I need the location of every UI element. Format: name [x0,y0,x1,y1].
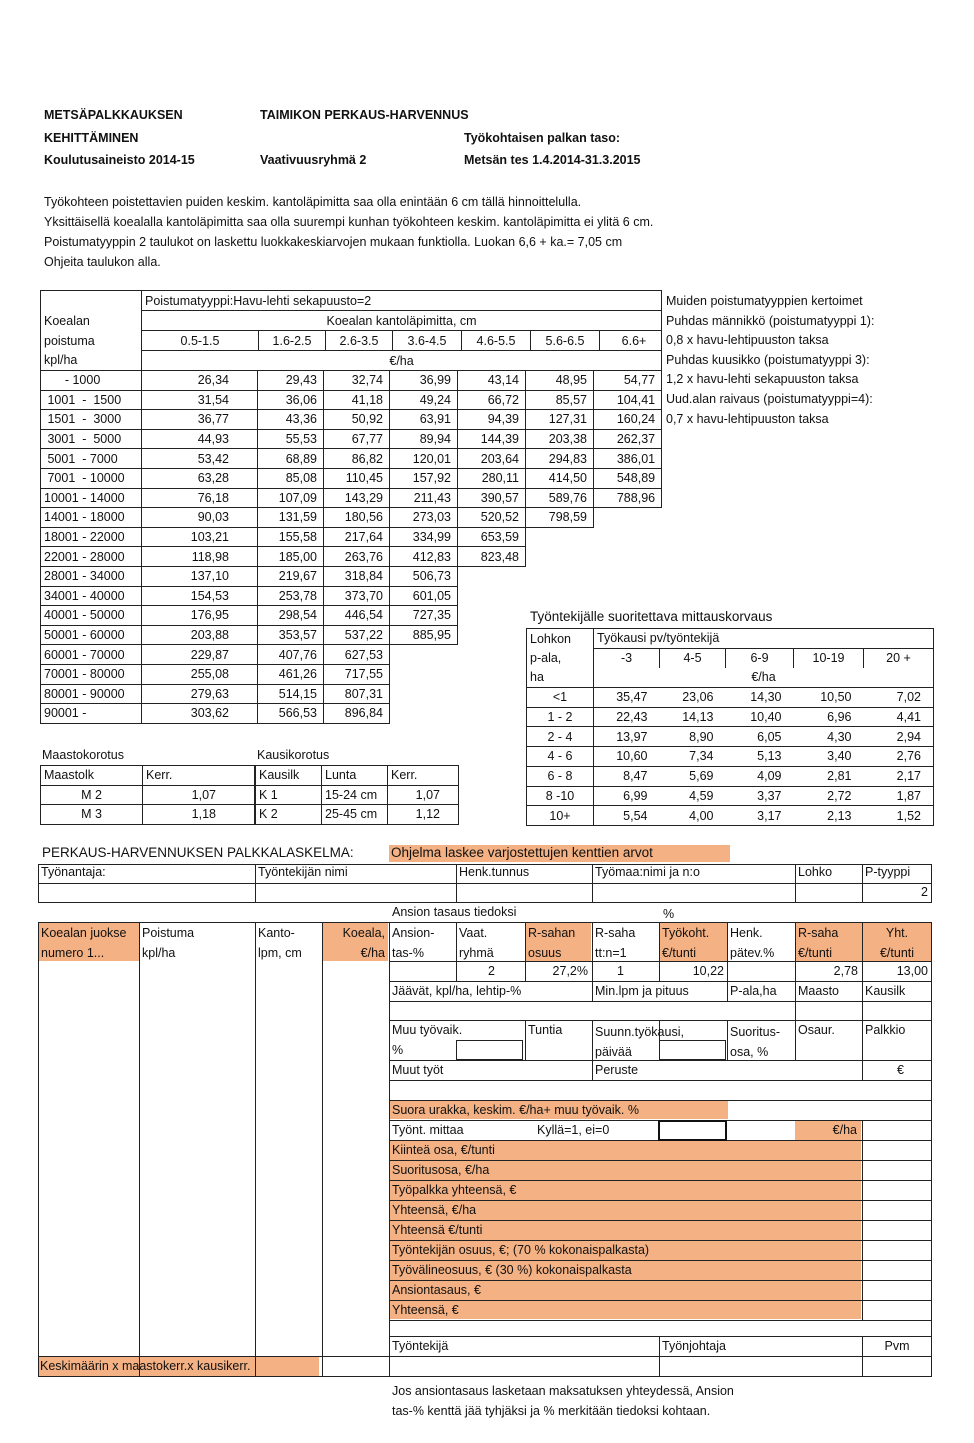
rowhead-2: poistuma [41,331,142,351]
price-cell: 180,56 [324,508,390,528]
comp-cell: 4,41 [864,707,934,727]
area-class: 6 - 8 [527,766,594,786]
diameter-column-header: 6.6+ [600,331,662,350]
price-cell: 120,01 [390,449,458,469]
jaavat-label: Jäävät, kpl/ha, lehtip-% [392,984,522,998]
diameter-column-header: 1.6-2.5 [259,331,326,350]
diameter-column-header: 4.6-5.5 [462,331,531,350]
price-cell: 176,95 [142,606,258,626]
maasto-label: Maasto [798,984,839,998]
comp-cell: 2,17 [864,766,934,786]
comp-cell: 6,99 [594,786,660,806]
price-row [41,468,662,488]
personal-id-label: Henk.tunnus [459,865,530,879]
price-cell: 36,99 [390,371,458,391]
col-vaat: Vaat. ryhmä [459,926,494,960]
price-cell: 548,89 [594,468,662,488]
comp-row [527,786,934,806]
price-cell: 90,03 [142,508,258,528]
area-class: 4 - 6 [527,747,594,767]
removal-class: 34001 - 40000 [41,586,142,606]
price-cell: 85,57 [526,390,594,410]
season-title: Kausikorotus [257,748,330,762]
price-cell: 203,64 [458,449,526,469]
price-cell: 103,21 [142,527,258,547]
coef-line: 0,7 x havu-lehtipuuston taksa [666,411,829,426]
removal-class: 22001 - 28000 [41,547,142,567]
price-cell: 94,39 [458,410,526,430]
comp-exp-label: Työkausi pv/työntekijä [597,631,720,646]
result-item: Ansiontasaus, € [392,1283,481,1297]
price-cell: 798,59 [526,508,594,528]
removal-class: 1001 - 1500 [41,390,142,410]
price-cell: 29,43 [258,371,324,391]
comp-row [527,727,934,747]
price-cell: 44,93 [142,429,258,449]
diameter-column-header: 5.6-6.5 [531,331,600,350]
col-yht: Yht. €/tunti [879,926,915,960]
sign-employee: Työntekijä [392,1339,449,1353]
comp-cell: 1,87 [864,786,934,806]
rowhead-1: Koealan [41,311,142,331]
comp-cell: 3,17 [726,806,794,826]
comp-row [527,688,934,708]
price-cell: 36,77 [142,410,258,430]
price-cell: 53,42 [142,449,258,469]
price-cell: 50,92 [324,410,390,430]
price-cell: 896,84 [324,704,390,724]
result-item: Suoritusosa, €/ha [392,1163,490,1177]
price-cell: 412,83 [390,547,458,567]
muu-pct-label: % [392,1043,404,1057]
coef-line: Puhdas männikkö (poistumatyyppi 1): [666,313,875,328]
price-cell: 217,64 [324,527,390,547]
result-item: Työntekijän osuus, €; (70 % kokonaispalkasta) [392,1243,650,1257]
site-label: Työmaa:nimi ja n:o [595,865,700,879]
kausilk-label: Kausilk [865,984,906,998]
suunn-label: Suunn.työkausi, päivää [595,1025,684,1059]
price-cell: 253,78 [258,586,324,606]
pct-label: % [663,907,675,921]
price-cell: 211,43 [390,488,458,508]
tyont-mittaa-label: Työnt. mittaa [392,1123,464,1137]
price-row [41,547,662,567]
result-item: Työpalkka yhteensä, € [392,1183,517,1197]
comp-h2: p-ala, [527,648,594,668]
price-cell: 131,59 [258,508,324,528]
price-cell: 85,08 [258,468,324,488]
comp-h1: Lohkon [527,629,594,649]
comp-cell: 2,13 [794,806,864,826]
result-item: Työvälineosuus, € (30 %) kokonaispalkasta [392,1263,632,1277]
intro-line: Poistumatyyppin 2 taulukot on laskettu luokkakeskiarvojen mukaan funktiolla. Luokan 6,6 + ka.= 7,05 cm [44,235,623,249]
col-rsaha-t: R-saha €/tunti [798,926,839,960]
price-cell: 26,34 [142,371,258,391]
price-cell: 155,58 [258,527,324,547]
keskim-label: Keskimäärin x maastokerr.x kausikerr. [40,1359,251,1373]
comp-row [527,707,934,727]
season-coef: 1,07 [388,785,459,805]
price-cell: 76,18 [142,488,258,508]
measure-input-box [659,1121,726,1140]
euro-label: € [897,1063,904,1077]
sign-supervisor: Työnjohtaja [662,1339,726,1353]
comp-cell: 10,60 [594,747,660,767]
wage-level: Työkohtaisen palkan taso: [464,131,621,145]
comp-col-header: 20 + [864,648,934,668]
min-lpm-label: Min.lpm ja pituus [595,984,689,998]
comp-cell: 14,30 [726,688,794,708]
comp-cell: 5,54 [594,806,660,826]
comp-cell: 7,34 [660,747,726,767]
intro-line: Yksittäisellä koealalla kantoläpimitta saa olla suurempi kunhan työkohteen keskim. kantoläpimitta ei ylitä 6 cm. [44,215,654,229]
price-cell: 31,54 [142,390,258,410]
comp-row [527,806,934,826]
price-cell: 68,89 [258,449,324,469]
terrain-coef: 1,18 [143,805,255,825]
terrain-class: M 3 [41,805,143,825]
result-item: Yhteensä €/tunti [392,1223,483,1237]
price-cell: 54,77 [594,371,662,391]
p-type-label: P-tyyppi [865,865,911,879]
comp-cell: 6,96 [794,707,864,727]
price-cell: 32,74 [324,371,390,391]
col-ansion: Ansion- tas-% [392,926,435,960]
comp-cell: 10,40 [726,707,794,727]
area-class: 10+ [527,806,594,826]
calc-title: PERKAUS-HARVENNUKSEN PALKKALASKELMA: [42,845,354,860]
comp-unit: €/ha [594,668,934,688]
price-cell: 807,31 [324,684,390,704]
price-cell: 104,41 [594,390,662,410]
employee-name-label: Työntekijän nimi [258,865,348,879]
price-cell: 185,00 [258,547,324,567]
comp-cell: 13,97 [594,727,660,747]
snow-depth: 25-45 cm [322,805,388,825]
comp-cell: 6,05 [726,727,794,747]
comp-cell: 2,81 [794,766,864,786]
snow-depth: 15-24 cm [322,785,388,805]
price-cell: 520,52 [458,508,526,528]
price-cell: 43,36 [258,410,324,430]
price-row [41,527,662,547]
price-cell: 219,67 [258,566,324,586]
peruste-label: Peruste [595,1063,639,1077]
comp-cell: 2,76 [864,747,934,767]
coef-line: 1,2 x havu-lehti sekapuuston taksa [666,372,859,387]
demand-group: Vaativuusryhmä 2 [260,153,367,167]
price-cell: 566,53 [258,704,324,724]
price-cell: 717,55 [324,664,390,684]
price-cell: 203,38 [526,429,594,449]
block-label: Lohko [798,865,833,879]
price-cell: 137,10 [142,566,258,586]
col-koeala-eha: Koeala, €/ha [342,926,385,960]
yht-value: 13,00 [896,964,928,978]
price-cell: 294,83 [526,449,594,469]
area-class: 2 - 4 [527,727,594,747]
price-cell: 514,15 [258,684,324,704]
price-cell: 36,06 [258,390,324,410]
agreement-period: Metsän tes 1.4.2014-31.3.2015 [464,153,641,167]
price-cell: 303,62 [142,704,258,724]
comp-cell: 3,40 [794,747,864,767]
intro-line: Työkohteen poistettavien puiden keskim. kantoläpimitta saa olla enintään 6 cm tällä hinnoittelulla. [44,195,582,209]
diameter-column-header: 0.5-1.5 [180,333,220,348]
coef-line: Puhdas kuusikko (poistumatyyppi 3): [666,352,870,367]
removal-class: 60001 - 70000 [41,645,142,665]
removal-class: 28001 - 34000 [41,566,142,586]
col-poistuma: Poistuma kpl/ha [142,926,195,960]
footer-note: Jos ansiontasaus lasketaan maksatuksen yhteydessä, Ansion tas-% kenttä jää tyhjäksi ja % merkitään tiedoksi kohtaan. [392,1384,734,1418]
removal-class: 14001 - 18000 [41,508,142,528]
price-cell: 43,14 [458,371,526,391]
muu-tyovaik-label: Muu työvaik. [392,1023,463,1037]
comp-cell: 5,13 [726,747,794,767]
rsaha-t-value: 2,78 [833,964,858,978]
terrain-h2: Kerr. [143,766,255,786]
price-cell: 63,91 [390,410,458,430]
area-class: <1 [527,688,594,708]
price-cell: 653,59 [458,527,526,547]
area-class: 8 -10 [527,786,594,806]
price-cell: 107,09 [258,488,324,508]
employer-label: Työnantaja: [41,865,106,879]
org-name-1: METSÄPALKKAUKSEN [44,108,183,122]
palkkio-label: Palkkio [865,1023,906,1037]
comp-cell: 2,72 [794,786,864,806]
price-cell: 390,57 [458,488,526,508]
price-cell: 66,72 [458,390,526,410]
price-cell: 885,95 [390,625,458,645]
season-h2: Lunta [322,766,388,786]
doc-title: TAIMIKON PERKAUS-HARVENNUS [260,108,469,122]
comp-col-header: 10-19 [794,648,864,668]
price-row [41,586,662,606]
course-label: Koulutusaineisto 2014-15 [44,153,195,167]
price-cell: 48,95 [526,371,594,391]
comp-cell: 7,02 [864,688,934,708]
osaur-label: Osaur. [798,1023,835,1037]
removal-class: 18001 - 22000 [41,527,142,547]
comp-cell: 4,59 [660,786,726,806]
p-type-value[interactable]: 2 [921,885,928,899]
price-cell: 823,48 [458,547,526,567]
price-row [41,390,662,410]
price-row [41,371,662,391]
price-row [41,449,662,469]
price-cell: 386,01 [594,449,662,469]
price-cell: 446,54 [324,606,390,626]
col-henk: Henk. pätev.% [730,926,775,960]
removal-class: 70001 - 80000 [41,664,142,684]
price-cell: 334,99 [390,527,458,547]
calc-note: Ohjelma laskee varjostettujen kenttien arvot [389,845,730,862]
diameter-column-header: 3.6-4.5 [393,331,462,350]
eha-label: €/ha [832,1123,857,1137]
comp-cell: 8,90 [660,727,726,747]
removal-type-label: Poistumatyyppi:Havu-lehti sekapuusto=2 [142,291,662,311]
removal-class: 5001 - 7000 [41,449,142,469]
removal-class: 80001 - 90000 [41,684,142,704]
comp-cell: 23,06 [660,688,726,708]
price-cell: 280,11 [458,468,526,488]
price-cell: 118,98 [142,547,258,567]
comp-row [527,747,934,767]
price-cell: 203,88 [142,625,258,645]
price-cell: 414,50 [526,468,594,488]
comp-h3: ha [527,668,594,688]
comp-cell: 8,47 [594,766,660,786]
col-rsaha-osuus: R-sahan osuus [528,926,576,960]
price-cell: 67,77 [324,429,390,449]
terrain-title: Maastokorotus [42,748,124,762]
price-cell: 537,22 [324,625,390,645]
comp-cell: 10,50 [794,688,864,708]
intro-line: Ohjeita taulukon alla. [44,255,161,269]
comp-title: Työntekijälle suoritettava mittauskorvaus [530,609,773,624]
price-row [41,566,662,586]
rsaha-osuus-value: 27,2% [552,964,588,978]
result-item: Yhteensä, €/ha [392,1203,477,1217]
price-cell: 407,76 [258,645,324,665]
diameter-column-header: 2.6-3.5 [326,331,393,350]
org-name-2: KEHITTÄMINEN [44,131,139,145]
price-cell: 49,24 [390,390,458,410]
price-row [41,488,662,508]
unit-label: €/ha [142,351,662,371]
kylla-label: Kyllä=1, ei=0 [537,1123,610,1137]
removal-class: 40001 - 50000 [41,606,142,626]
price-cell: 318,84 [324,566,390,586]
terrain-class: M 2 [41,785,143,805]
comp-cell: 22,43 [594,707,660,727]
comp-cell: 3,37 [726,786,794,806]
price-cell: 229,87 [142,645,258,665]
comp-cell: 5,69 [660,766,726,786]
price-cell: 627,53 [324,645,390,665]
price-row [41,410,662,430]
price-cell: 157,92 [390,468,458,488]
sign-date: Pvm [884,1339,910,1353]
price-cell: 788,96 [594,488,662,508]
coef-line: Uud.alan raivaus (poistumatyyppi=4): [666,391,873,406]
price-cell: 273,03 [390,508,458,528]
comp-cell: 4,30 [794,727,864,747]
price-cell: 506,73 [390,566,458,586]
price-cell: 727,35 [390,606,458,626]
price-cell: 263,76 [324,547,390,567]
price-cell: 353,57 [258,625,324,645]
price-cell: 461,26 [258,664,324,684]
rsaha-tt-value[interactable]: 1 [617,964,624,978]
price-row [41,429,662,449]
col-tyokoht: Työkoht. €/tunti [662,926,710,960]
price-cell: 86,82 [324,449,390,469]
col-koeala-number: Koealan juokse numero 1... [41,926,127,960]
comp-cell: 35,47 [594,688,660,708]
price-cell: 160,24 [594,410,662,430]
removal-class: 3001 - 5000 [41,429,142,449]
comp-cell: 4,00 [660,806,726,826]
price-row [41,508,662,528]
coefficients-note [666,292,874,429]
removal-class: 50001 - 60000 [41,625,142,645]
comp-table [526,628,934,826]
intro-text [44,192,653,272]
comp-cell: 2,94 [864,727,934,747]
comp-cell: 14,13 [660,707,726,727]
removal-class: 90001 - [41,704,142,724]
area-class: 1 - 2 [527,707,594,727]
price-cell: 298,54 [258,606,324,626]
col-rsaha-tt: R-saha tt:n=1 [595,926,636,960]
rowhead-3: kpl/ha [41,351,142,371]
price-cell: 144,39 [458,429,526,449]
suoritusosa-label: Suoritus- osa, % [730,1025,781,1059]
comp-cell: 1,52 [864,806,934,826]
price-cell: 262,37 [594,429,662,449]
terrain-coef: 1,07 [143,785,255,805]
terrain-h1: Maastolk [41,766,143,786]
price-cell: 55,53 [258,429,324,449]
comp-col-header: 4-5 [660,648,726,668]
price-cell: 63,28 [142,468,258,488]
comp-row [527,766,934,786]
col-kanto: Kanto- lpm, cm [258,926,302,960]
price-cell: 89,94 [390,429,458,449]
tyokoht-value: 10,22 [692,964,724,978]
season-table [255,765,459,825]
price-cell: 601,05 [390,586,458,606]
coef-line: 0,8 x havu-lehtipuuston taksa [666,333,829,348]
diameter-label: Koealan kantoläpimitta, cm [142,311,662,331]
p-ala-label: P-ala,ha [730,984,777,998]
terrain-table [40,765,255,825]
tuntia-label: Tuntia [528,1023,563,1037]
removal-class: 7001 - 10000 [41,468,142,488]
removal-class: 1501 - 3000 [41,410,142,430]
price-cell: 110,45 [324,468,390,488]
season-h3: Kerr. [388,766,459,786]
removal-class: 10001 - 14000 [41,488,142,508]
comp-cell: 4,09 [726,766,794,786]
comp-col-header: 6-9 [726,648,794,668]
season-class: K 2 [256,805,322,825]
removal-class: - 1000 [41,371,142,391]
price-cell: 373,70 [324,586,390,606]
season-class: K 1 [256,785,322,805]
season-h1: Kausilk [256,766,322,786]
price-cell: 143,29 [324,488,390,508]
price-cell: 279,63 [142,684,258,704]
vaat-value[interactable]: 2 [488,964,495,978]
result-item: Kiinteä osa, €/tunti [392,1143,495,1157]
coef-line: Muiden poistumatyyppien kertoimet [666,294,863,308]
result-item: Yhteensä, € [392,1303,459,1317]
suora-urakka-label: Suora urakka, keskim. €/ha+ muu työvaik. % [392,1103,639,1117]
price-cell: 589,76 [526,488,594,508]
tasaus-info: Ansion tasaus tiedoksi [392,905,517,919]
price-cell: 154,53 [142,586,258,606]
price-cell: 255,08 [142,664,258,684]
muut-tyot-label: Muut työt [392,1063,444,1077]
price-cell: 41,18 [324,390,390,410]
price-cell: 127,31 [526,410,594,430]
season-coef: 1,12 [388,805,459,825]
comp-col-header: -3 [594,648,660,668]
